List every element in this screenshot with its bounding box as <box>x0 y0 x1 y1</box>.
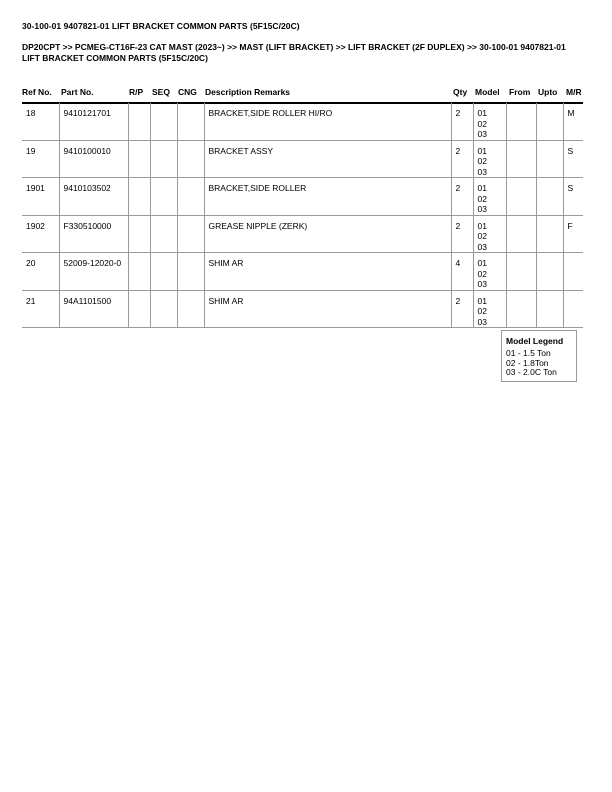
parts-table <box>22 103 583 328</box>
header-seq: SEQ <box>152 87 170 97</box>
cell-cng <box>177 215 204 253</box>
cell-mr: S <box>563 178 583 216</box>
cell-part: 9410103502 <box>59 178 128 216</box>
cell-part: 52009-12020-0 <box>59 253 128 291</box>
model-code: 02 <box>477 231 487 241</box>
cell-desc: BRACKET,SIDE ROLLER <box>204 178 451 216</box>
table-row <box>22 215 583 253</box>
cell-ref: 1902 <box>22 215 59 253</box>
cell-seq <box>150 215 177 253</box>
cell-upto <box>536 290 563 328</box>
model-code: 02 <box>477 156 487 166</box>
cell-qty: 2 <box>451 290 473 328</box>
cell-desc: SHIM AR <box>204 253 451 291</box>
cell-qty: 2 <box>451 103 473 140</box>
cell-from <box>506 140 536 178</box>
cell-from <box>506 253 536 291</box>
cell-part: F330510000 <box>59 215 128 253</box>
legend-title: Model Legend <box>506 336 564 346</box>
cell-mr <box>563 290 583 328</box>
cell-qty: 4 <box>451 253 473 291</box>
cell-upto <box>536 215 563 253</box>
cell-seq <box>150 290 177 328</box>
cell-from <box>506 103 536 140</box>
cell-model <box>473 178 506 216</box>
cell-upto <box>536 253 563 291</box>
cell-mr: M <box>563 103 583 140</box>
table-row <box>22 140 583 178</box>
cell-ref: 1901 <box>22 178 59 216</box>
cell-rp <box>128 215 150 253</box>
model-code: 01 <box>477 145 487 156</box>
header-model: Model <box>475 87 500 97</box>
cell-model <box>473 215 506 253</box>
cell-qty: 2 <box>451 140 473 178</box>
cell-upto <box>536 103 563 140</box>
legend-item: 02 - 1.8Ton <box>506 357 549 368</box>
model-code: 02 <box>477 268 487 279</box>
cell-model <box>473 140 506 178</box>
header-from: From <box>509 87 531 97</box>
model-legend <box>501 330 577 382</box>
cell-rp <box>128 290 150 328</box>
table-row <box>22 103 583 140</box>
cell-cng <box>177 290 204 328</box>
cell-cng <box>177 140 204 178</box>
cell-seq <box>150 140 177 178</box>
cell-rp <box>128 140 150 178</box>
header-mr: M/R <box>566 87 582 97</box>
cell-desc: BRACKET,SIDE ROLLER HI/RO <box>204 103 451 140</box>
cell-ref: 19 <box>22 140 59 178</box>
model-code: 03 <box>477 129 487 139</box>
header-part: Part No. <box>61 87 94 97</box>
cell-seq <box>150 253 177 291</box>
cell-ref: 18 <box>22 103 59 140</box>
cell-part: 9410121701 <box>59 103 128 140</box>
cell-seq <box>150 178 177 216</box>
cell-desc: SHIM AR <box>204 290 451 328</box>
parts-rows <box>22 103 583 328</box>
cell-ref: 20 <box>22 253 59 291</box>
model-code: 01 <box>477 258 487 268</box>
cell-model <box>473 290 506 328</box>
page-title: 30-100-01 9407821-01 LIFT BRACKET COMMON PARTS (5F15C/20C) <box>22 21 300 31</box>
cell-model <box>473 253 506 291</box>
model-code: 01 <box>477 220 487 231</box>
header-rp: R/P <box>129 87 144 97</box>
header-upto: Upto <box>538 87 558 97</box>
model-code: 03 <box>477 279 487 289</box>
model-code: 03 <box>477 166 487 177</box>
model-code: 03 <box>477 316 487 327</box>
cell-qty: 2 <box>451 215 473 253</box>
table-row <box>22 253 583 291</box>
cell-desc: GREASE NIPPLE (ZERK) <box>204 215 451 253</box>
cell-cng <box>177 178 204 216</box>
cell-model <box>473 103 506 140</box>
breadcrumb: DP20CPT >> PCMEG-CT16F-23 CAT MAST (2023~) >> MAST (LIFT BRACKET) >> LIFT BRACKET (2F DUPLEX) >> 30-100-01 9407821-01 LIFT BRACKET COMMON PARTS (5F15C/20C) <box>22 42 566 63</box>
table-row <box>22 290 583 328</box>
model-code: 01 <box>477 183 487 193</box>
legend-item: 03 - 2.0C Ton <box>506 367 557 377</box>
cell-cng <box>177 253 204 291</box>
cell-mr: S <box>563 140 583 178</box>
header-ref: Ref No. <box>22 87 52 97</box>
cell-from <box>506 215 536 253</box>
cell-ref: 21 <box>22 290 59 328</box>
cell-cng <box>177 103 204 140</box>
cell-seq <box>150 103 177 140</box>
cell-rp <box>128 103 150 140</box>
model-code: 03 <box>477 241 487 252</box>
cell-part: 94A1101500 <box>59 290 128 328</box>
cell-upto <box>536 140 563 178</box>
model-code: 01 <box>477 295 487 306</box>
table-row <box>22 178 583 216</box>
cell-mr <box>563 253 583 291</box>
cell-mr: F <box>563 215 583 253</box>
header-cng: CNG <box>178 87 197 97</box>
cell-from <box>506 178 536 216</box>
cell-from <box>506 290 536 328</box>
cell-desc: BRACKET ASSY <box>204 140 451 178</box>
cell-qty: 2 <box>451 178 473 216</box>
cell-rp <box>128 178 150 216</box>
model-code: 02 <box>477 306 487 316</box>
legend-item: 01 - 1.5 Ton <box>506 348 551 358</box>
cell-part: 9410100010 <box>59 140 128 178</box>
header-desc: Description Remarks <box>205 87 291 97</box>
cell-rp <box>128 253 150 291</box>
model-code: 02 <box>477 193 487 204</box>
model-code: 03 <box>477 204 487 214</box>
cell-upto <box>536 178 563 216</box>
model-code: 02 <box>477 118 487 129</box>
model-code: 01 <box>477 108 487 118</box>
header-qty: Qty <box>453 87 468 97</box>
